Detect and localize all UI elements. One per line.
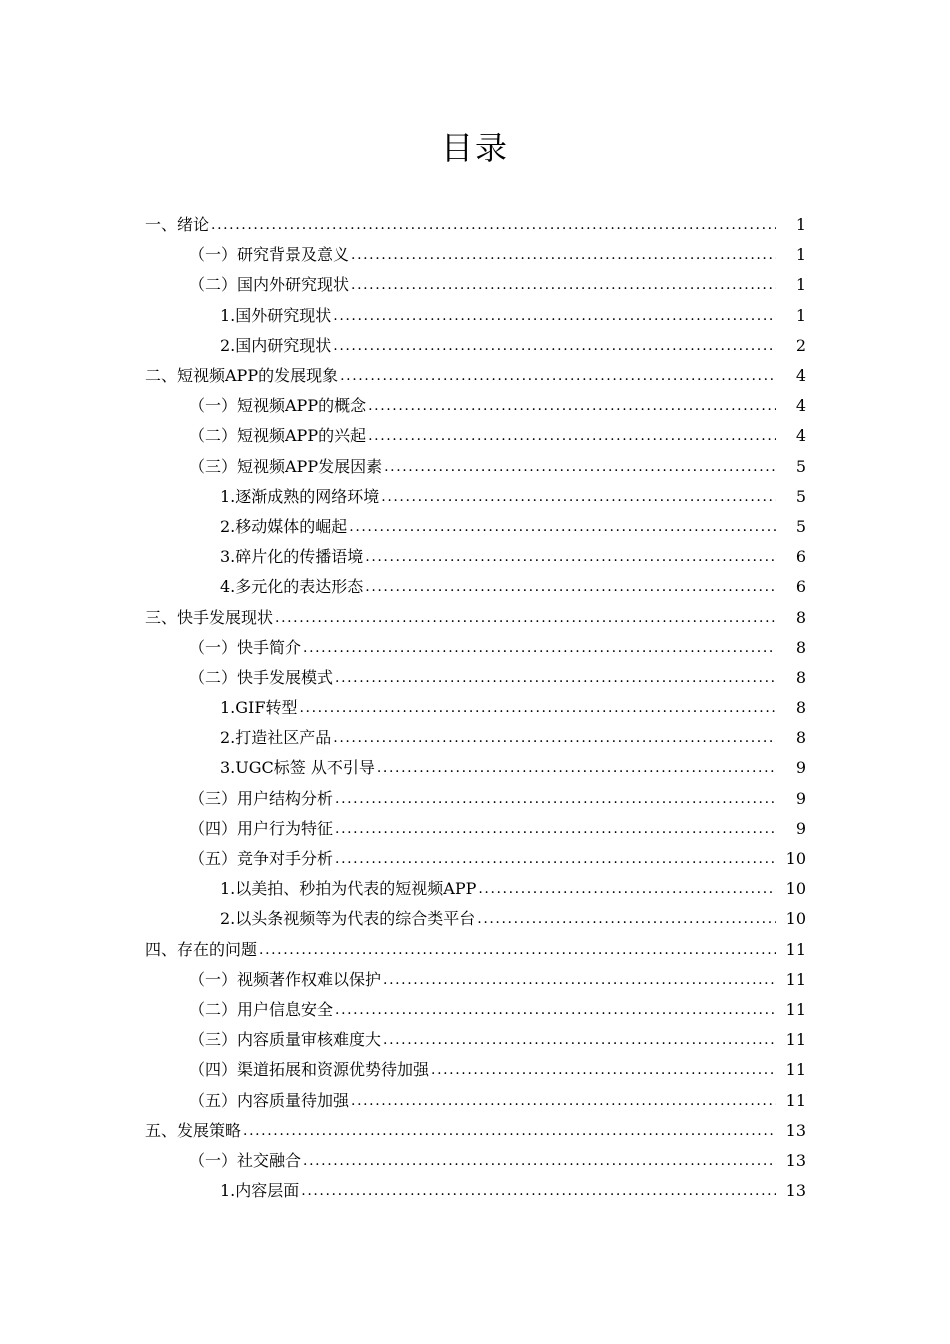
dot-leader: [259, 935, 776, 965]
toc-entry-page-number: 13: [785, 1181, 806, 1201]
dot-leader: [383, 965, 776, 995]
toc-entry-page-number: 5: [795, 486, 806, 506]
toc-entry-page-number: 6: [795, 577, 806, 597]
toc-entry-label: （二）国内外研究现状: [189, 275, 350, 295]
toc-entry-label: （三）用户结构分析: [189, 788, 334, 808]
dot-leader: [431, 1055, 776, 1085]
toc-entry[interactable]: [0, 1025, 950, 1055]
toc-entry-page-number: 8: [795, 637, 806, 657]
dot-leader: [349, 512, 776, 542]
dot-leader: [333, 723, 776, 753]
toc-entry-label: 1.逐渐成熟的网络环境: [220, 486, 380, 506]
dot-leader: [275, 603, 776, 633]
toc-entry[interactable]: [0, 572, 950, 602]
toc-entry-page-number: 11: [785, 999, 806, 1019]
dot-leader: [333, 331, 776, 361]
toc-entry-label: 2.移动媒体的崛起: [220, 516, 348, 536]
toc-entry-label: （一）短视频APP的概念: [189, 396, 367, 416]
toc-entry-page-number: 4: [795, 396, 806, 416]
toc-entry[interactable]: [0, 391, 950, 421]
toc-entry-label: 三、快手发展现状: [145, 607, 274, 627]
toc-entry-label: 1.内容层面: [220, 1181, 300, 1201]
dot-leader: [365, 572, 776, 602]
toc-entry-page-number: 1: [795, 305, 806, 325]
toc-entry-page-number: 10: [785, 879, 806, 899]
toc-entry-label: 3.UGC标签 从不引导: [220, 758, 375, 778]
toc-entry[interactable]: [0, 331, 950, 361]
toc-entry-label: （三）短视频APP发展因素: [189, 456, 383, 476]
toc-entry-page-number: 11: [785, 1030, 806, 1050]
toc-entry-page-number: 5: [795, 516, 806, 536]
dot-leader: [351, 240, 776, 270]
toc-entry-page-number: 9: [795, 788, 806, 808]
toc-entry-label: 一、绪论: [145, 215, 210, 235]
toc-entry-page-number: 9: [795, 758, 806, 778]
dot-leader: [243, 1116, 776, 1146]
toc-entry[interactable]: [0, 452, 950, 482]
dot-leader: [340, 361, 776, 391]
toc-entry-page-number: 8: [795, 667, 806, 687]
dot-leader: [368, 391, 776, 421]
toc-entry[interactable]: [0, 904, 950, 934]
toc-entry[interactable]: [0, 633, 950, 663]
toc-entry-label: （五）竞争对手分析: [189, 849, 334, 869]
toc-entry-label: 4.多元化的表达形态: [220, 577, 364, 597]
toc-entry[interactable]: [0, 663, 950, 693]
toc-entry[interactable]: [0, 784, 950, 814]
toc-entry-label: （五）内容质量待加强: [189, 1090, 350, 1110]
toc-entry[interactable]: [0, 270, 950, 300]
toc-entry-page-number: 8: [795, 607, 806, 627]
toc-entry[interactable]: [0, 512, 950, 542]
toc-entry-page-number: 11: [785, 1090, 806, 1110]
toc-entry[interactable]: [0, 753, 950, 783]
toc-entry-page-number: 1: [795, 245, 806, 265]
toc-entry-label: （四）渠道拓展和资源优势待加强: [189, 1060, 430, 1080]
toc-entry[interactable]: [0, 1146, 950, 1176]
toc-entry[interactable]: [0, 1085, 950, 1115]
toc-entry-label: （一）社交融合: [189, 1150, 302, 1170]
toc-entry-page-number: 1: [795, 275, 806, 295]
toc-entry-label: 1.以美拍、秒拍为代表的短视频APP: [220, 879, 477, 899]
toc-entry[interactable]: [0, 421, 950, 451]
toc-entry[interactable]: [0, 844, 950, 874]
toc-entry-label: 2.以头条视频等为代表的综合类平台: [220, 909, 476, 929]
dot-leader: [299, 693, 776, 723]
dot-leader: [477, 904, 776, 934]
toc-entry-page-number: 8: [795, 728, 806, 748]
dot-leader: [383, 1025, 776, 1055]
toc-entry[interactable]: [0, 1116, 950, 1146]
toc-entry[interactable]: [0, 693, 950, 723]
dot-leader: [303, 1146, 776, 1176]
toc-entry-page-number: 4: [795, 366, 806, 386]
toc-entry-label: （四）用户行为特征: [189, 818, 334, 838]
dot-leader: [335, 784, 776, 814]
toc-entry[interactable]: [0, 482, 950, 512]
dot-leader: [365, 542, 776, 572]
dot-leader: [478, 874, 776, 904]
toc-entry-label: 2.打造社区产品: [220, 728, 332, 748]
toc-entry-page-number: 13: [785, 1150, 806, 1170]
toc-entry-label: 1.国外研究现状: [220, 305, 332, 325]
toc-entry-page-number: 10: [785, 909, 806, 929]
toc-entry[interactable]: [0, 995, 950, 1025]
toc-entry-label: （二）快手发展模式: [189, 667, 334, 687]
dot-leader: [368, 421, 776, 451]
toc-entry[interactable]: [0, 602, 950, 632]
toc-entry-page-number: 4: [795, 426, 806, 446]
toc-entry-label: 1.GIF转型: [220, 698, 298, 718]
toc-entry-label: （一）视频著作权难以保护: [189, 969, 382, 989]
toc-entry-label: 四、存在的问题: [145, 939, 258, 959]
toc-entry-page-number: 11: [785, 1060, 806, 1080]
toc-entry[interactable]: [0, 1176, 950, 1206]
toc-entry-page-number: 2: [795, 335, 806, 355]
table-of-contents: [0, 210, 950, 1206]
toc-entry-label: 二、短视频APP的发展现象: [145, 366, 339, 386]
toc-entry[interactable]: [0, 874, 950, 904]
toc-entry-label: 2.国内研究现状: [220, 335, 332, 355]
dot-leader: [335, 663, 776, 693]
dot-leader: [335, 844, 776, 874]
toc-entry-label: （一）研究背景及意义: [189, 245, 350, 265]
dot-leader: [333, 301, 776, 331]
toc-entry-label: （二）短视频APP的兴起: [189, 426, 367, 446]
toc-entry-page-number: 11: [785, 939, 806, 959]
toc-entry-label: （一）快手简介: [189, 637, 302, 657]
toc-entry-label: 五、发展策略: [145, 1120, 242, 1140]
dot-leader: [384, 452, 776, 482]
dot-leader: [303, 633, 776, 663]
dot-leader: [351, 270, 776, 300]
toc-entry-label: （三）内容质量审核难度大: [189, 1030, 382, 1050]
toc-entry[interactable]: [0, 301, 950, 331]
toc-entry-page-number: 9: [795, 818, 806, 838]
toc-entry-page-number: 5: [795, 456, 806, 476]
toc-entry[interactable]: [0, 965, 950, 995]
toc-entry[interactable]: [0, 723, 950, 753]
toc-entry[interactable]: [0, 1055, 950, 1085]
dot-leader: [211, 210, 776, 240]
toc-entry[interactable]: [0, 935, 950, 965]
toc-entry-page-number: 13: [785, 1120, 806, 1140]
toc-entry[interactable]: [0, 542, 950, 572]
toc-entry-page-number: 11: [785, 969, 806, 989]
toc-entry[interactable]: [0, 814, 950, 844]
dot-leader: [335, 814, 776, 844]
toc-entry-label: （二）用户信息安全: [189, 999, 334, 1019]
dot-leader: [351, 1086, 776, 1116]
toc-entry-label: 3.碎片化的传播语境: [220, 547, 364, 567]
toc-entry[interactable]: [0, 240, 950, 270]
toc-entry-page-number: 1: [795, 215, 806, 235]
dot-leader: [377, 753, 776, 783]
toc-entry-page-number: 6: [795, 547, 806, 567]
page-title: 目录: [440, 129, 509, 167]
toc-entry-page-number: 8: [795, 698, 806, 718]
dot-leader: [381, 482, 776, 512]
dot-leader: [301, 1176, 776, 1206]
toc-entry[interactable]: [0, 210, 950, 240]
dot-leader: [335, 995, 776, 1025]
toc-entry-page-number: 10: [785, 849, 806, 869]
toc-entry[interactable]: [0, 361, 950, 391]
